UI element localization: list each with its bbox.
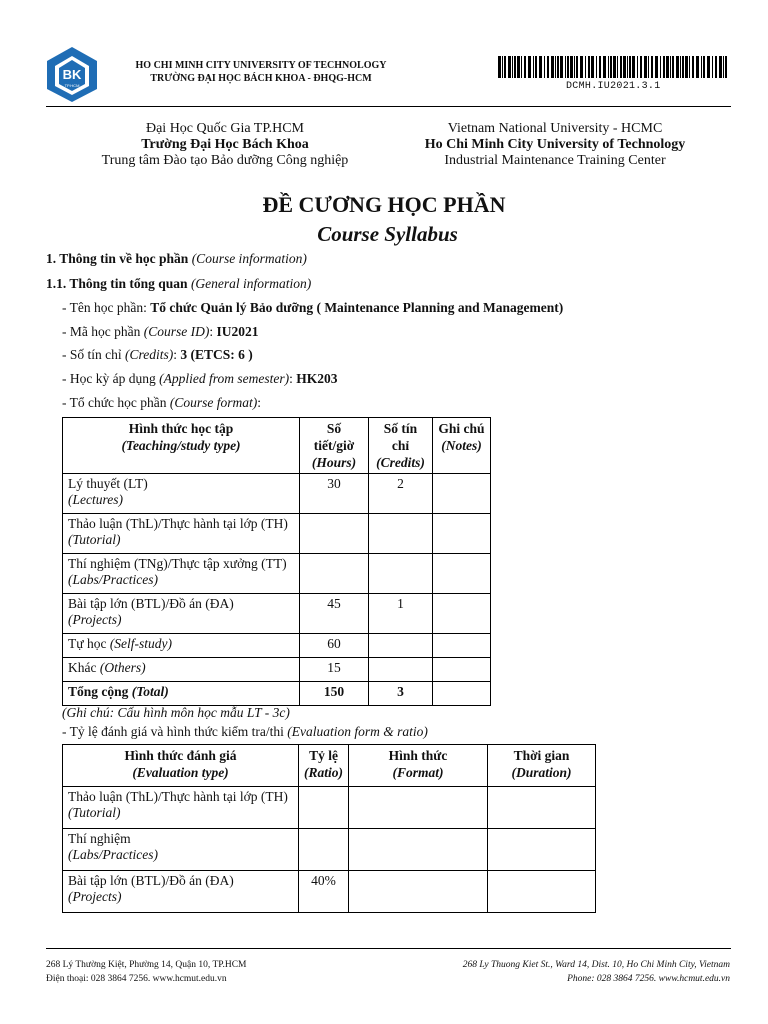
header-credits: Số tín chỉ (Credits) <box>369 418 433 474</box>
footer-contact-en: Phone: 028 3864 7256. www.hcmut.edu.vn <box>567 974 730 984</box>
header-ratio: Tỷ lệ (Ratio) <box>299 745 349 787</box>
logo-text: BK <box>62 67 82 82</box>
barcode-bar <box>613 56 616 78</box>
barcode-bar <box>725 56 727 78</box>
barcode-bar <box>712 56 713 78</box>
header-teaching-type: Hình thức học tập (Teaching/study type) <box>63 418 300 474</box>
barcode-bar <box>692 56 694 78</box>
row-hours <box>300 514 369 554</box>
university-logo <box>44 46 100 102</box>
table-row <box>63 474 491 514</box>
institution-vn-line-3: Trung tâm Đào tạo Bảo dưỡng Công nghiệp <box>101 153 349 168</box>
row-credits <box>369 554 433 594</box>
university-names <box>120 59 402 85</box>
barcode-bar <box>623 56 626 78</box>
row-type: Tổng cộng (Total) <box>63 682 300 706</box>
institution-en-line-1: Vietnam National University - HCMC <box>447 121 663 136</box>
row-hours: 45 <box>300 594 369 634</box>
document-title-en: Course Syllabus <box>317 222 458 246</box>
university-name-en: HO CHI MINH CITY UNIVERSITY OF TECHNOLOGY <box>135 60 387 71</box>
row-credits <box>369 634 433 658</box>
barcode-bar <box>685 56 688 78</box>
barcode-bar <box>539 56 542 78</box>
course-format-table <box>62 417 491 706</box>
credits-field: - Số tín chỉ (Credits): 3 (ETCS: 6 ) <box>62 347 253 362</box>
row-hours: 150 <box>300 682 369 706</box>
barcode-bar <box>528 56 531 78</box>
barcode-bar <box>551 56 554 78</box>
row-credits <box>369 514 433 554</box>
row-format <box>349 871 488 913</box>
row-notes <box>433 474 491 514</box>
credits-value: 3 (ETCS: 6 ) <box>180 347 253 362</box>
table-row <box>63 594 491 634</box>
row-hours: 15 <box>300 658 369 682</box>
evaluation-table <box>62 744 596 913</box>
barcode-bar <box>620 56 622 78</box>
barcode-bar <box>533 56 534 78</box>
table-header-row <box>63 418 491 474</box>
barcode-bar <box>547 56 549 78</box>
institution-en-line-3: Industrial Maintenance Training Center <box>444 153 666 168</box>
barcode-bar <box>504 56 506 78</box>
table-note: (Ghi chú: Cấu hình môn học mẫu LT - 3c) <box>62 705 290 720</box>
barcode-bar <box>508 56 511 78</box>
row-format <box>349 829 488 871</box>
row-ratio <box>299 829 349 871</box>
barcode-bar <box>524 56 526 78</box>
barcode-bar <box>680 56 681 78</box>
barcode-bar <box>666 56 669 78</box>
course-id-value: IU2021 <box>216 324 259 339</box>
barcode-bar <box>715 56 717 78</box>
barcode-bar <box>676 56 679 78</box>
barcode-bar <box>560 56 563 78</box>
row-type: Tự học (Self-study) <box>63 634 300 658</box>
row-type: Khác (Others) <box>63 658 300 682</box>
table-total-row <box>63 682 491 706</box>
table-row <box>63 634 491 658</box>
row-duration <box>488 787 596 829</box>
barcode-bar <box>565 56 566 78</box>
barcode-bar <box>596 56 597 78</box>
row-notes <box>433 634 491 658</box>
barcode-bar <box>672 56 674 78</box>
barcode-bar <box>632 56 635 78</box>
row-credits: 2 <box>369 474 433 514</box>
row-duration <box>488 829 596 871</box>
row-credits: 1 <box>369 594 433 634</box>
barcode-bar <box>608 56 609 78</box>
barcode-bar <box>648 56 649 78</box>
footer-right <box>380 958 730 986</box>
barcode-bar <box>640 56 642 78</box>
barcode-bar <box>517 56 520 78</box>
section-1-heading: 1. Thông tin về học phần (Course information) <box>46 251 307 266</box>
row-credits <box>369 658 433 682</box>
barcode-bar <box>570 56 573 78</box>
footer-divider <box>46 948 731 949</box>
barcode-bar <box>588 56 590 78</box>
barcode-bar <box>701 56 702 78</box>
row-type: Bài tập lớn (BTL)/Đồ án (ĐA) (Projects) <box>63 871 299 913</box>
header-format: Hình thức (Format) <box>349 745 488 787</box>
row-ratio <box>299 787 349 829</box>
barcode-bar <box>689 56 690 78</box>
barcode-bar <box>663 56 665 78</box>
barcode-bar <box>670 56 671 78</box>
row-type: Lý thuyết (LT) (Lectures) <box>63 474 300 514</box>
header-evaluation-type: Hình thức đánh giá (Evaluation type) <box>63 745 299 787</box>
institution-vn <box>60 121 390 169</box>
university-name-vn: TRƯỜNG ĐẠI HỌC BÁCH KHOA - ĐHQG-HCM <box>150 73 372 84</box>
footer-left <box>46 958 247 986</box>
logo-subtext: TP.HCM <box>64 83 80 88</box>
barcode-bar <box>610 56 612 78</box>
barcode-bar <box>703 56 705 78</box>
table-row <box>63 514 491 554</box>
barcode-bar <box>660 56 661 78</box>
barcode-bar <box>682 56 684 78</box>
barcode-bar <box>498 56 501 78</box>
barcode-bar <box>521 56 522 78</box>
institution-en-line-2: Ho Chi Minh City University of Technology <box>424 137 686 152</box>
barcode-bar <box>574 56 575 78</box>
evaluation-heading: - Tỷ lệ đánh giá và hình thức kiểm tra/thi (Evaluation form & ratio) <box>62 724 428 739</box>
header-hours: Số tiết/giờ (Hours) <box>300 418 369 474</box>
barcode-bar <box>627 56 628 78</box>
row-type: Thảo luận (ThL)/Thực hành tại lớp (TH) (Tutorial) <box>63 514 300 554</box>
barcode-bar <box>591 56 594 78</box>
barcode-bar <box>637 56 638 78</box>
table-row <box>63 658 491 682</box>
row-type: Thí nghiệm (TNg)/Thực tập xưởng (TT) (Labs/Practices) <box>63 554 300 594</box>
table-row <box>63 554 491 594</box>
footer-address-en: 268 Ly Thuong Kiet St., Ward 14, Dist. 10, Ho Chi Minh City, Vietnam <box>462 960 730 970</box>
barcode <box>498 56 728 78</box>
row-notes <box>433 554 491 594</box>
document-code: DCMH.IU2021.3.1 <box>566 81 661 92</box>
semester-field: - Học kỳ áp dụng (Applied from semester): HK203 <box>62 371 338 386</box>
row-notes <box>433 594 491 634</box>
barcode-bar <box>576 56 578 78</box>
footer-address-vn: 268 Lý Thường Kiệt, Phường 14, Quận 10, TP.HCM <box>46 960 247 970</box>
row-hours: 30 <box>300 474 369 514</box>
institution-vn-line-1: Đại Học Quốc Gia TP.HCM <box>145 121 304 136</box>
barcode-bar <box>580 56 583 78</box>
header-divider <box>46 106 731 107</box>
barcode-bar <box>651 56 653 78</box>
row-hours: 60 <box>300 634 369 658</box>
course-id-field: - Mã học phần (Course ID): IU2021 <box>62 324 259 339</box>
barcode-bar <box>723 56 724 78</box>
document-title-vn: ĐỀ CƯƠNG HỌC PHẦN <box>262 192 506 217</box>
header-duration: Thời gian (Duration) <box>488 745 596 787</box>
barcode-bar <box>544 56 545 78</box>
barcode-bar <box>617 56 618 78</box>
barcode-bar <box>557 56 559 78</box>
institution-en <box>390 121 720 169</box>
header-notes: Ghi chú (Notes) <box>433 418 491 474</box>
barcode-bar <box>696 56 699 78</box>
course-name-field: - Tên học phần: Tổ chức Quản lý Bảo dưỡng ( Maintenance Planning and Management) <box>62 300 564 315</box>
barcode-bar <box>585 56 586 78</box>
barcode-bar <box>567 56 569 78</box>
barcode-bar <box>512 56 513 78</box>
barcode-bar <box>535 56 537 78</box>
table-row <box>63 787 596 829</box>
row-hours <box>300 554 369 594</box>
table-row <box>63 871 596 913</box>
course-format-field: - Tổ chức học phần (Course format): <box>62 395 262 410</box>
barcode-bar <box>629 56 631 78</box>
row-notes <box>433 682 491 706</box>
barcode-bar <box>603 56 606 78</box>
barcode-bar <box>644 56 647 78</box>
barcode-bar <box>655 56 658 78</box>
row-ratio: 40% <box>299 871 349 913</box>
institution-vn-line-2: Trường Đại Học Bách Khoa <box>141 137 309 152</box>
barcode-bar <box>599 56 601 78</box>
row-notes <box>433 514 491 554</box>
table-row <box>63 829 596 871</box>
row-notes <box>433 658 491 682</box>
table-header-row <box>63 745 596 787</box>
course-name-value: Tổ chức Quản lý Bảo dưỡng ( Maintenance Planning and Management) <box>150 300 564 315</box>
section-1-1-heading: 1.1. Thông tin tổng quan (General information) <box>46 276 312 291</box>
row-type: Thảo luận (ThL)/Thực hành tại lớp (TH) (Tutorial) <box>63 787 299 829</box>
footer-contact-vn: Điện thoại: 028 3864 7256. www.hcmut.edu.vn <box>46 974 227 984</box>
semester-value: HK203 <box>296 371 338 386</box>
row-type: Bài tập lớn (BTL)/Đồ án (ĐA) (Projects) <box>63 594 300 634</box>
barcode-bar <box>502 56 503 78</box>
row-credits: 3 <box>369 682 433 706</box>
barcode-bar <box>719 56 722 78</box>
row-duration <box>488 871 596 913</box>
row-type: Thí nghiệm (Labs/Practices) <box>63 829 299 871</box>
barcode-bar <box>555 56 556 78</box>
row-format <box>349 787 488 829</box>
barcode-bar <box>707 56 710 78</box>
barcode-bar <box>514 56 516 78</box>
